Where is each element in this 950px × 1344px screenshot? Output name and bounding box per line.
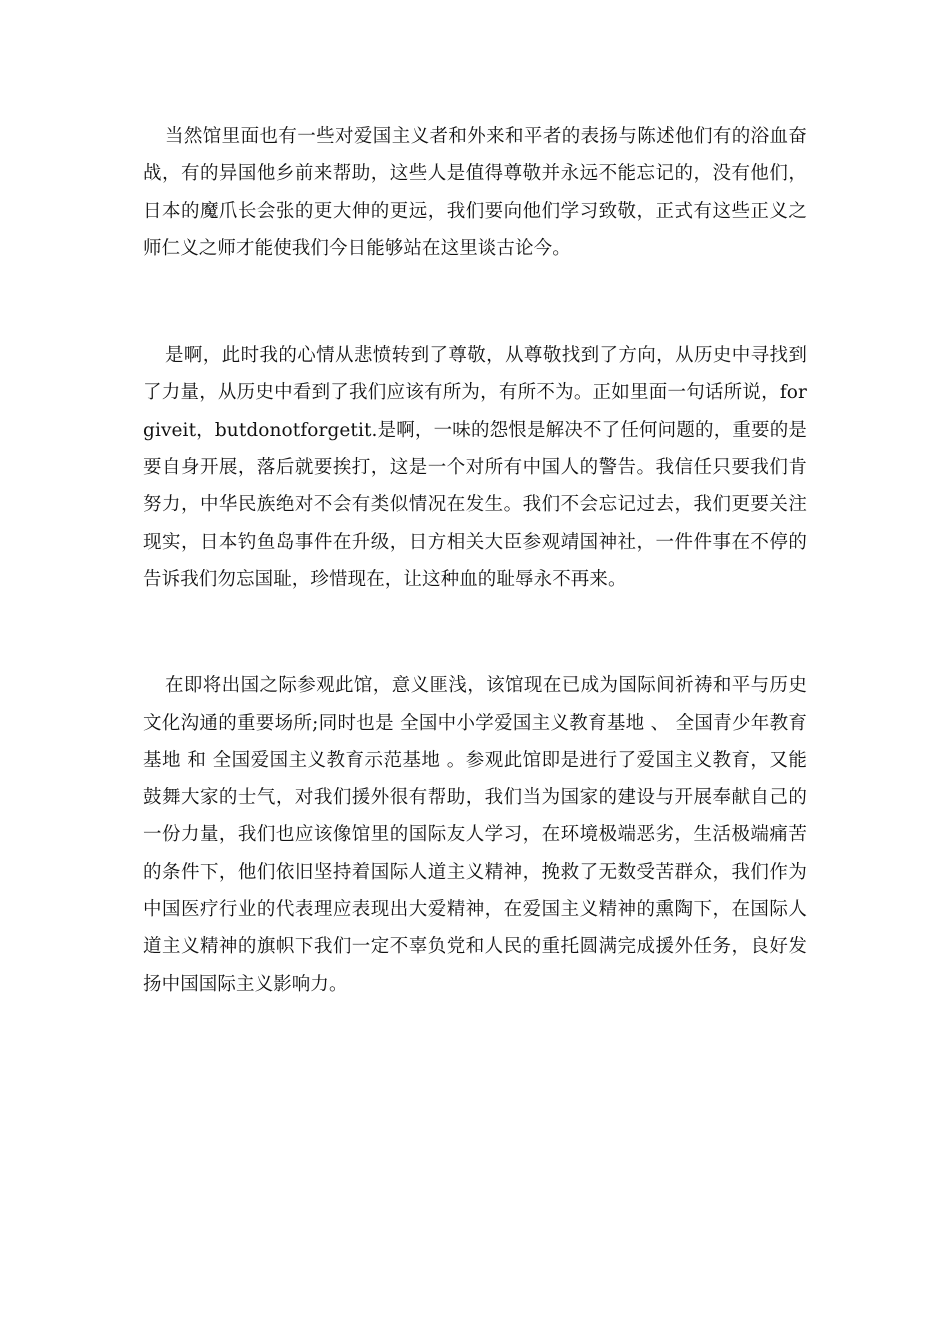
document-body: [143, 118, 807, 1003]
paragraph-1: 当然馆里面也有一些对爱国主义者和外来和平者的表扬与陈述他们有的浴血奋战，有的异国他乡前来帮助，这些人是值得尊敬并永远不能忘记的，没有他们，日本的魔爪长会张的更大伸的更远，我们要向他们学习致敬，正式有这些正义之师仁义之师才能使我们今日能够站在这里谈古论今。: [143, 126, 807, 259]
paragraph-2: 是啊，此时我的心情从悲愤转到了尊敬，从尊敬找到了方向，从历史中寻找到了力量，从历史中看到了我们应该有所为，有所不为。正如里面一句话所说，forgiveit，butdonotforgetit.是啊，一味的怨恨是解决不了任何问题的，重要的是要自身开展，落后就要挨打，这是一个对所有中国人的警告。我信任只要我们肯努力，中华民族绝对不会有类似情况在发生。我们不会忘记过去，我们更要关注现实，日本钓鱼岛事件在升级，日方相关大臣参观靖国神社，一件件事在不停的告诉我们勿忘国耻，珍惜现在，让这种血的耻辱永不再来。: [143, 345, 807, 590]
paragraph-3: 在即将出国之际参观此馆，意义匪浅，该馆现在已成为国际间祈祷和平与历史文化沟通的重要场所;同时也是 全国中小学爱国主义教育基地 、 全国青少年教育基地 和 全国爱国主义教育示范基地 。参观此馆即是进行了爱国主义教育，又能鼓舞大家的士气，对我们援外很有帮助，我们当为国家的建设与开展奉献自己的一份力量，我们也应该像馆里的国际友人学习，在环境极端恶劣，生活极端痛苦的条件下，他们依旧坚持着国际人道主义精神，挽救了无数受苦群众，我们作为中国医疗行业的代表理应表现出大爱精神，在爱国主义精神的熏陶下，在国际人道主义精神的旗帜下我们一定不辜负党和人民的重托圆满完成援外任务，良好发扬中国国际主义影响力。: [143, 675, 807, 995]
